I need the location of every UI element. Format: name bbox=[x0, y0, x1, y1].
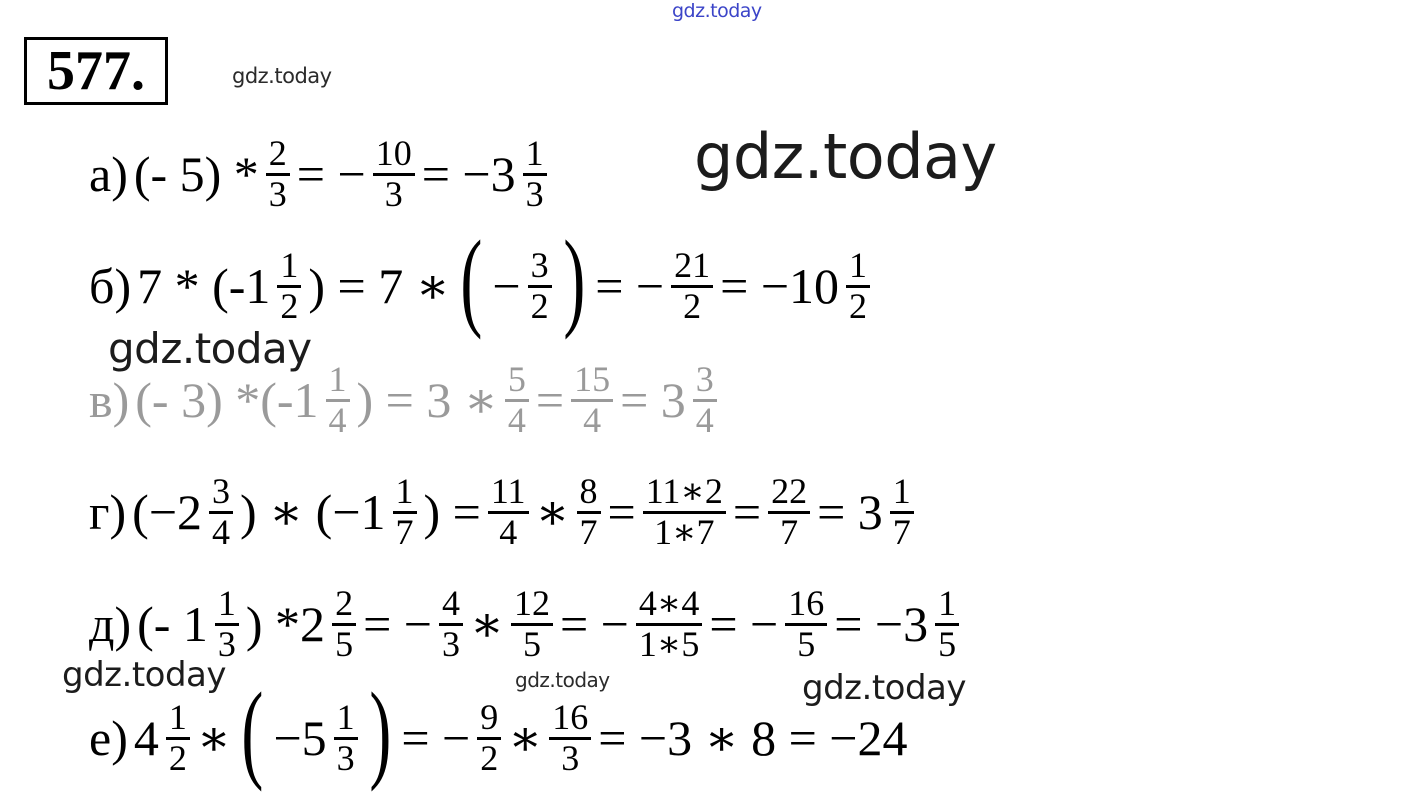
numerator: 1 bbox=[935, 585, 959, 626]
denominator: 2 bbox=[280, 285, 299, 326]
numerator: 3 bbox=[693, 361, 717, 402]
numerator: 2 bbox=[266, 135, 290, 176]
denominator: 2 bbox=[683, 285, 702, 326]
expr-part: ) = 7 ∗ bbox=[308, 258, 450, 314]
numerator: 15 bbox=[571, 361, 613, 402]
fraction bbox=[643, 470, 726, 552]
denominator: 5 bbox=[522, 623, 541, 664]
denominator: 5 bbox=[797, 623, 816, 664]
fraction bbox=[488, 470, 529, 552]
expr-part: (- 3) *(-1 bbox=[135, 372, 319, 428]
numerator: 1 bbox=[215, 585, 239, 626]
solution-line-a bbox=[86, 124, 551, 224]
line-label: б) bbox=[89, 258, 132, 314]
watermark-large: gdz.today bbox=[694, 120, 997, 193]
expr-part: (- 5) * bbox=[133, 146, 259, 202]
expr-part: = −3 bbox=[421, 146, 516, 202]
numerator: 3 bbox=[209, 473, 233, 514]
numerator: 4 bbox=[439, 585, 463, 626]
expr-part: − bbox=[492, 258, 521, 314]
fraction bbox=[890, 470, 914, 552]
numerator: 1 bbox=[846, 247, 870, 288]
expr-part: 7 * (-1 bbox=[137, 258, 271, 314]
denominator: 5 bbox=[335, 623, 354, 664]
denominator: 3 bbox=[441, 623, 460, 664]
numerator: 11∗2 bbox=[643, 473, 726, 514]
numerator: 21 bbox=[671, 247, 713, 288]
denominator: 3 bbox=[336, 737, 355, 778]
fraction bbox=[846, 244, 870, 326]
denominator: 7 bbox=[780, 511, 799, 552]
line-label: в) bbox=[89, 372, 130, 428]
numerator: 1 bbox=[166, 699, 190, 740]
expr-part: = − bbox=[709, 596, 779, 652]
line-label: д) bbox=[89, 596, 132, 652]
solution-line-b bbox=[86, 218, 874, 340]
denominator: 4 bbox=[583, 399, 602, 440]
watermark-medium: gdz.today bbox=[802, 668, 966, 708]
denominator: 5 bbox=[938, 623, 957, 664]
expr-part: = −10 bbox=[720, 258, 840, 314]
fraction bbox=[577, 470, 601, 552]
denominator: 7 bbox=[892, 511, 911, 552]
denominator: 2 bbox=[168, 737, 187, 778]
expr-part: = bbox=[732, 484, 762, 540]
numerator: 2 bbox=[332, 585, 356, 626]
fraction bbox=[373, 132, 415, 214]
expr-part: ) = 3 ∗ bbox=[356, 372, 498, 428]
solution-line-d bbox=[86, 574, 963, 674]
expr-part: (- 1 bbox=[137, 596, 208, 652]
watermark-small: gdz.today bbox=[232, 64, 332, 88]
fraction bbox=[332, 582, 356, 664]
fraction bbox=[477, 696, 501, 778]
fraction bbox=[209, 470, 233, 552]
expr-part: = bbox=[607, 484, 636, 540]
numerator: 4∗4 bbox=[636, 585, 702, 626]
fraction bbox=[935, 582, 959, 664]
numerator: 16 bbox=[785, 585, 827, 626]
fraction bbox=[326, 358, 350, 440]
line-label: е) bbox=[89, 710, 128, 766]
denominator: 3 bbox=[217, 623, 236, 664]
fraction bbox=[523, 132, 547, 214]
denominator: 4 bbox=[695, 399, 714, 440]
fraction bbox=[636, 582, 702, 664]
numerator: 22 bbox=[768, 473, 810, 514]
denominator: 1∗5 bbox=[638, 623, 700, 664]
expr-part: = − bbox=[363, 596, 432, 652]
expr-part: ∗ bbox=[535, 484, 570, 540]
solution-line-v bbox=[86, 350, 721, 450]
fraction bbox=[693, 358, 717, 440]
expr-part: (−2 bbox=[132, 484, 203, 540]
problem-number: 577. bbox=[24, 37, 168, 105]
numerator: 1 bbox=[277, 247, 301, 288]
fraction bbox=[334, 696, 358, 778]
expr-part: ) ∗ (−1 bbox=[240, 484, 386, 540]
expr-part: ∗ bbox=[469, 596, 504, 652]
fraction bbox=[505, 358, 529, 440]
expr-part: ) *2 bbox=[245, 596, 326, 652]
numerator: 12 bbox=[511, 585, 553, 626]
numerator: 1 bbox=[890, 473, 914, 514]
fraction bbox=[549, 696, 591, 778]
expr-part: = − bbox=[595, 258, 665, 314]
numerator: 3 bbox=[528, 247, 552, 288]
expr-part: 4 bbox=[133, 710, 159, 766]
expr-part: = bbox=[535, 372, 565, 428]
expr-part: = − bbox=[296, 146, 366, 202]
denominator: 2 bbox=[849, 285, 868, 326]
numerator: 16 bbox=[549, 699, 591, 740]
denominator: 3 bbox=[384, 173, 403, 214]
fraction bbox=[571, 358, 613, 440]
expr-part: = 3 bbox=[817, 484, 883, 540]
line-label: а) bbox=[89, 146, 128, 202]
fraction bbox=[511, 582, 553, 664]
fraction bbox=[439, 582, 463, 664]
expr-part: = −3 ∗ 8 = −24 bbox=[598, 710, 908, 766]
numerator: 10 bbox=[373, 135, 415, 176]
fraction bbox=[785, 582, 827, 664]
right-paren: ) bbox=[562, 218, 585, 340]
numerator: 1 bbox=[326, 361, 350, 402]
numerator: 1 bbox=[393, 473, 417, 514]
denominator: 4 bbox=[328, 399, 347, 440]
watermark-top: gdz.today bbox=[672, 0, 762, 22]
left-paren: ( bbox=[460, 218, 483, 340]
denominator: 1∗7 bbox=[654, 511, 715, 552]
expr-part: −5 bbox=[273, 710, 327, 766]
watermark-medium: gdz.today bbox=[108, 324, 312, 373]
fraction bbox=[528, 244, 552, 326]
denominator: 3 bbox=[561, 737, 580, 778]
numerator: 11 bbox=[488, 473, 529, 514]
denominator: 2 bbox=[480, 737, 499, 778]
fraction bbox=[166, 696, 190, 778]
expr-part: = −3 bbox=[834, 596, 929, 652]
fraction bbox=[393, 470, 417, 552]
line-label: г) bbox=[89, 484, 127, 540]
numerator: 9 bbox=[477, 699, 501, 740]
watermark-small: gdz.today bbox=[515, 668, 610, 692]
denominator: 4 bbox=[507, 399, 526, 440]
left-paren: ( bbox=[241, 670, 264, 792]
numerator: 5 bbox=[505, 361, 529, 402]
fraction bbox=[266, 132, 290, 214]
fraction bbox=[671, 244, 713, 326]
right-paren: ) bbox=[369, 670, 391, 792]
denominator: 4 bbox=[212, 511, 231, 552]
expr-part: = − bbox=[401, 710, 471, 766]
denominator: 7 bbox=[579, 511, 598, 552]
expr-part: ∗ bbox=[196, 710, 231, 766]
expr-part: = − bbox=[559, 596, 629, 652]
denominator: 3 bbox=[525, 173, 544, 214]
expr-part: = 3 bbox=[620, 372, 686, 428]
denominator: 2 bbox=[530, 285, 549, 326]
numerator: 1 bbox=[523, 135, 547, 176]
watermark-medium: gdz.today bbox=[62, 655, 226, 695]
fraction bbox=[768, 470, 810, 552]
expr-part: ∗ bbox=[508, 710, 543, 766]
fraction bbox=[277, 244, 301, 326]
expr-part: ) = bbox=[423, 484, 481, 540]
solution-line-g bbox=[86, 462, 918, 562]
numerator: 8 bbox=[577, 473, 601, 514]
denominator: 4 bbox=[499, 511, 518, 552]
fraction bbox=[215, 582, 239, 664]
denominator: 3 bbox=[268, 173, 287, 214]
numerator: 1 bbox=[334, 699, 358, 740]
denominator: 7 bbox=[395, 511, 414, 552]
